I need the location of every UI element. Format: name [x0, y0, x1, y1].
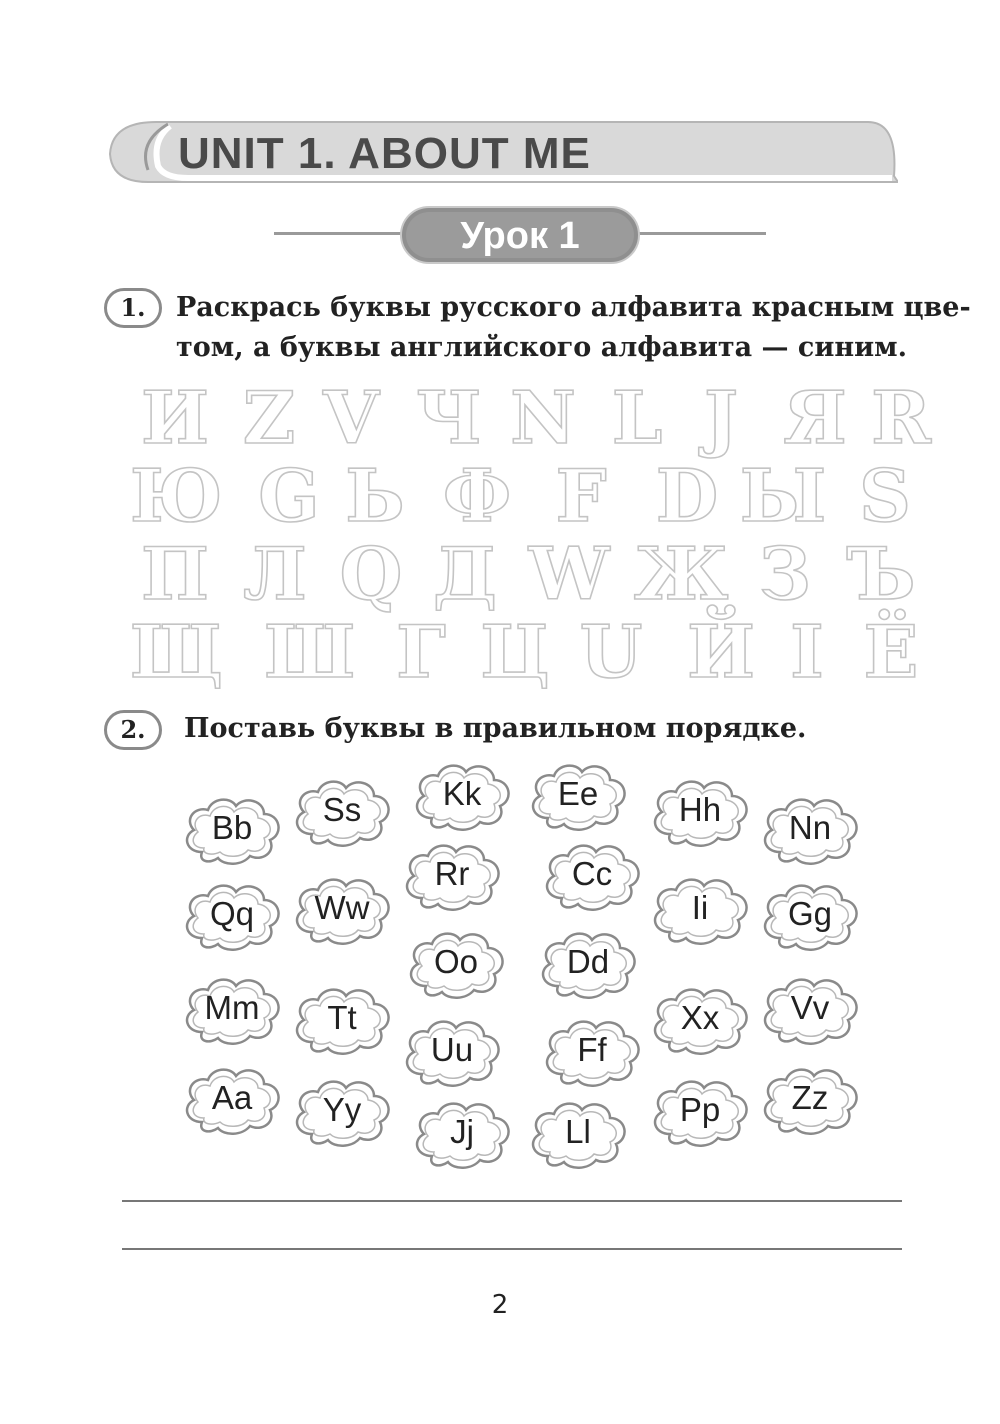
letter-cloud-label: Aa: [211, 1079, 253, 1116]
letter-cloud-label: Qq: [209, 895, 255, 932]
task-2-instruction: Поставь буквы в правильном порядке.: [184, 713, 807, 744]
letter-cloud[interactable]: [400, 838, 504, 914]
answer-line-1[interactable]: [122, 1200, 902, 1202]
letter-cloud[interactable]: [290, 982, 394, 1058]
outline-letter[interactable]: Ш: [264, 609, 356, 694]
letter-cloud-label: Jj: [450, 1113, 474, 1150]
letter-cloud-label: Yy: [322, 1091, 362, 1128]
letter-cloud[interactable]: [536, 926, 640, 1002]
outline-letter[interactable]: Ф: [442, 453, 512, 538]
letter-cloud[interactable]: [526, 1096, 630, 1172]
letter-cloud-label: Ww: [314, 889, 370, 926]
outline-letter[interactable]: F: [555, 453, 607, 538]
letter-cloud-label: Bb: [211, 809, 253, 846]
letter-cloud[interactable]: [758, 878, 862, 954]
outline-letter[interactable]: U: [579, 609, 643, 694]
outline-letter[interactable]: S: [859, 453, 911, 538]
unit-title: UNIT 1. ABOUT ME: [178, 129, 591, 178]
letter-cloud-label: Ff: [577, 1031, 607, 1068]
task-1-instruction-line-1: Раскрась буквы русского алфавита красным цве-: [176, 292, 971, 323]
letter-cloud[interactable]: [290, 872, 394, 948]
letter-cloud[interactable]: [180, 972, 284, 1048]
letter-cloud-label: Dd: [566, 943, 610, 980]
letter-cloud-label: Gg: [787, 895, 833, 932]
outline-letter[interactable]: Ж: [634, 531, 729, 616]
outline-letter[interactable]: Я: [783, 375, 847, 460]
page-number: 2: [491, 1290, 509, 1320]
letter-cloud-label: Ll: [565, 1113, 591, 1150]
outline-letter[interactable]: И: [140, 375, 210, 460]
letter-cloud[interactable]: [404, 926, 508, 1002]
letter-cloud[interactable]: [758, 1062, 862, 1138]
answer-line-2[interactable]: [122, 1248, 902, 1250]
outline-letter[interactable]: N: [510, 375, 576, 460]
letter-cloud-label: Oo: [433, 943, 479, 980]
letter-cloud-label: Cc: [571, 855, 613, 892]
letter-cloud-label: Ss: [322, 791, 362, 828]
task-2-number: 2.: [104, 710, 162, 750]
letter-cloud-label: Rr: [434, 855, 470, 892]
letter-cloud-label: Hh: [678, 791, 722, 828]
outline-letter[interactable]: Ъ: [846, 531, 916, 616]
outline-letter[interactable]: D: [655, 453, 719, 538]
letter-cloud[interactable]: [400, 1014, 504, 1090]
task-1-number: 1.: [104, 288, 162, 328]
letter-cloud[interactable]: [290, 774, 394, 850]
outline-letter[interactable]: П: [141, 531, 209, 616]
outline-letter[interactable]: Ь: [345, 453, 405, 538]
letter-cloud-label: Mm: [204, 989, 260, 1026]
outline-letter[interactable]: Z: [242, 375, 296, 460]
outline-letter[interactable]: L: [611, 375, 663, 460]
outline-letter[interactable]: Ё: [863, 609, 919, 694]
lesson-line-left: [274, 232, 404, 235]
letter-cloud[interactable]: [648, 1074, 752, 1150]
outline-letter[interactable]: I: [790, 609, 824, 694]
outline-letter[interactable]: Щ: [130, 609, 224, 694]
outline-letter[interactable]: Ю: [130, 453, 223, 538]
outline-letter[interactable]: R: [871, 375, 931, 460]
outline-letter[interactable]: Ч: [416, 375, 482, 460]
outline-letter[interactable]: Ц: [480, 609, 550, 694]
letter-cloud-label: Nn: [788, 809, 832, 846]
letter-cloud[interactable]: [540, 1014, 644, 1090]
letter-cloud[interactable]: [290, 1074, 394, 1150]
outline-letter[interactable]: З: [759, 531, 811, 616]
outline-letter[interactable]: V: [323, 375, 379, 460]
outline-letter[interactable]: Л: [243, 531, 307, 616]
letter-cloud[interactable]: [648, 774, 752, 850]
letter-cloud-label: Ee: [557, 775, 599, 812]
lesson-badge: [400, 206, 640, 264]
lesson-label: Урок 1: [460, 215, 580, 257]
letter-cloud[interactable]: [180, 878, 284, 954]
letter-cloud-label: Vv: [790, 989, 830, 1026]
letter-cloud[interactable]: [648, 982, 752, 1058]
letter-cloud[interactable]: [180, 1062, 284, 1138]
outline-letter[interactable]: Й: [686, 609, 756, 694]
letter-cloud[interactable]: [758, 792, 862, 868]
letter-cloud[interactable]: [648, 872, 752, 948]
letter-cloud-label: Tt: [327, 999, 357, 1036]
outline-letter[interactable]: G: [258, 453, 320, 538]
letter-cloud-label: Ii: [691, 889, 709, 926]
letter-cloud[interactable]: [526, 758, 630, 834]
letter-cloud[interactable]: [540, 838, 644, 914]
letter-cloud-label: Uu: [430, 1031, 474, 1068]
letter-cloud[interactable]: [180, 792, 284, 868]
task-1-instruction-line-2: том, а буквы английского алфавита — синим.: [176, 332, 907, 363]
letter-cloud[interactable]: [758, 972, 862, 1048]
outline-letter[interactable]: Q: [339, 531, 403, 616]
letter-cloud[interactable]: [410, 1096, 514, 1172]
outline-letter[interactable]: Д: [432, 531, 498, 616]
letter-cloud-label: Pp: [679, 1091, 721, 1128]
outline-letter[interactable]: W: [528, 531, 610, 616]
outline-letter[interactable]: J: [703, 375, 739, 460]
outline-letter[interactable]: Ы: [739, 453, 827, 538]
letter-cloud-label: Zz: [791, 1079, 829, 1116]
letter-cloud-label: Xx: [680, 999, 720, 1036]
letter-cloud[interactable]: [410, 758, 514, 834]
letter-cloud-label: Kk: [442, 775, 482, 812]
lesson-line-right: [636, 232, 766, 235]
outline-letter[interactable]: Г: [396, 609, 446, 694]
